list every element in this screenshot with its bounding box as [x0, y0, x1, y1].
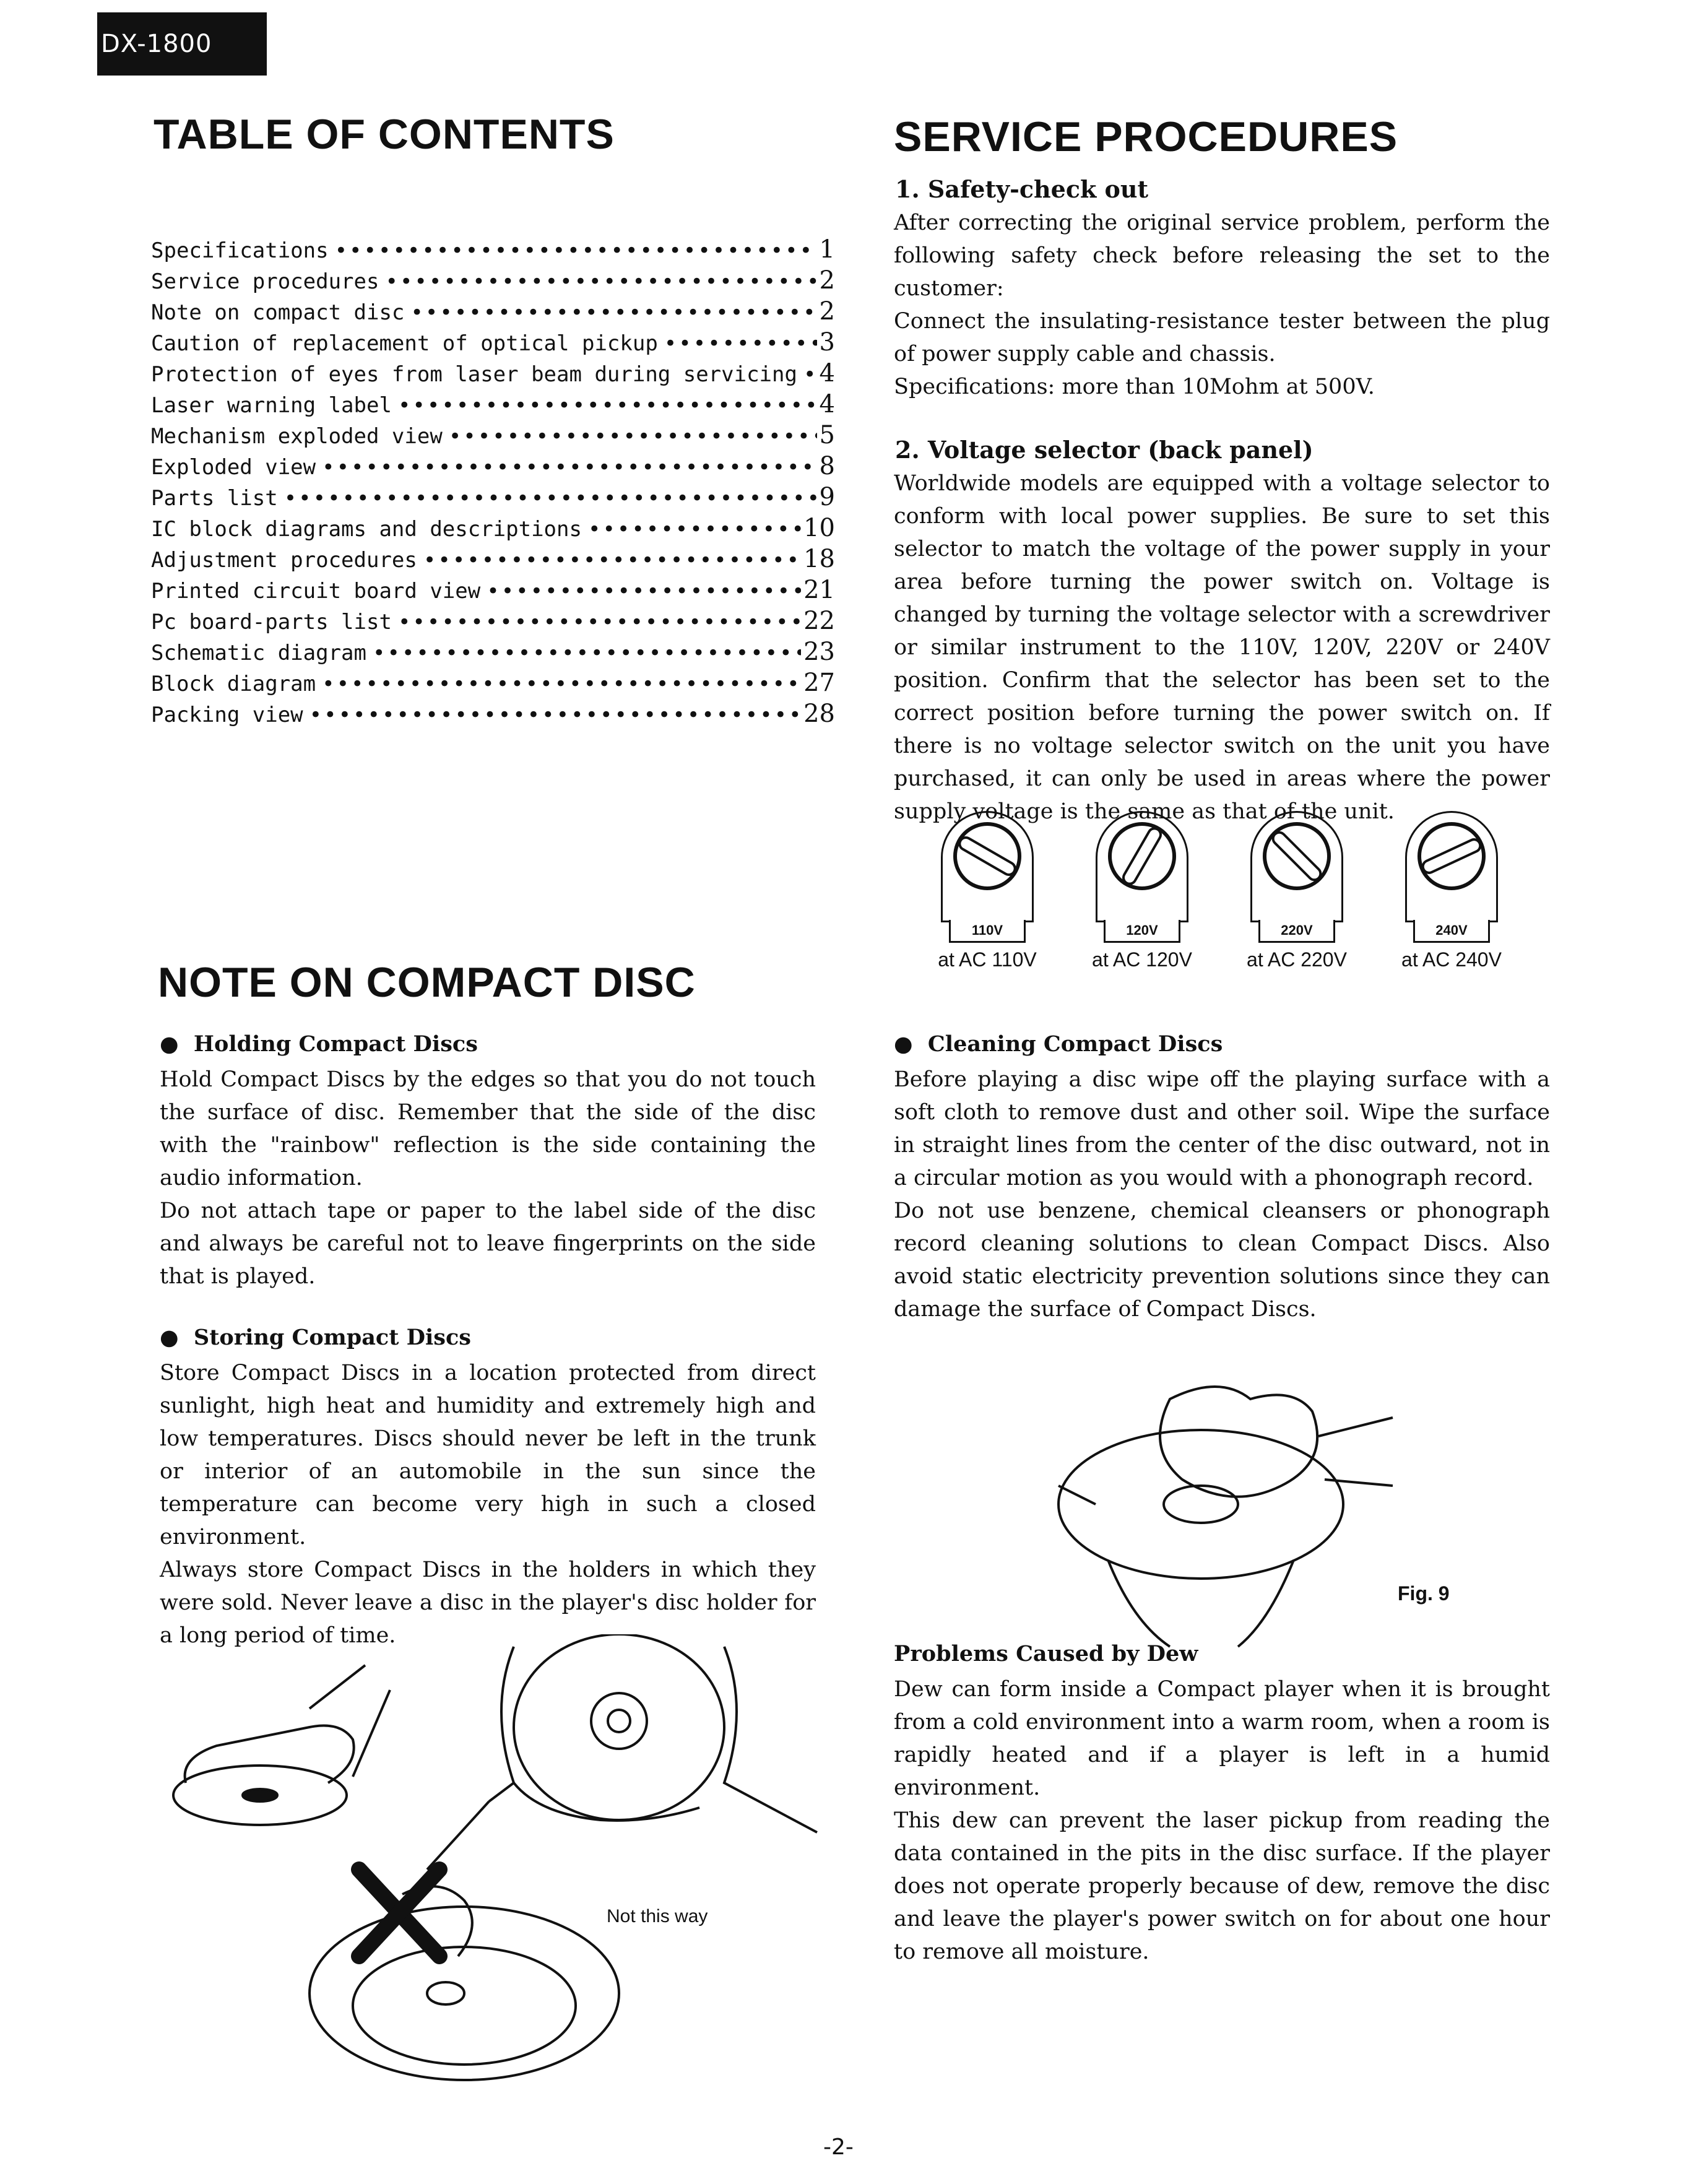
toc-entry [151, 544, 835, 574]
toc-entry-page: 5 [819, 421, 835, 449]
holding-para-1: Hold Compact Discs by the edges so that you do not touch the surface of disc. Remember that the side of the disc with the "rainbow" reflection is the side containing the audio information. [160, 1067, 816, 1190]
toc-entry-page: 2 [819, 297, 835, 326]
toc-entry [151, 296, 835, 327]
toc-entry-title: Caution of replacement of optical pickup [151, 331, 658, 356]
service-heading: SERVICE PROCEDURES [894, 113, 1398, 160]
dew-para-2: This dew can prevent the laser pickup from reading the data contained in the pits in the disc surface. If the player does not operate properly because of dew, remove the disc and leave the player's power switch on for about one hour to remove all moisture. [894, 1808, 1550, 1964]
storing-para-1: Store Compact Discs in a location protected from direct sunlight, high heat and humidity and extremely high and low temperatures. Discs should never be left in the trunk or interior of an automobile in the sun since the temperature can become very high in such a closed environment. [160, 1361, 816, 1549]
toc-leader-dots [385, 266, 816, 297]
toc-entry-page: 1 [819, 235, 835, 264]
toc-entry-page: 4 [819, 390, 835, 418]
selector-120v [1096, 811, 1188, 938]
holding-text [160, 1064, 816, 1293]
dew-text [894, 1673, 1550, 1969]
hands-holding-disc-edges-icon [427, 1634, 817, 1870]
toc-entry [151, 234, 835, 265]
toc-leader-dots [487, 576, 801, 607]
model-tag: DX-1800 [97, 12, 267, 76]
selector-caption: at AC 220V [1247, 948, 1347, 971]
cleaning-text [894, 1064, 1550, 1326]
toc-entry-title: Protection of eyes from laser beam during servicing [151, 362, 797, 387]
selector-caption: at AC 120V [1092, 948, 1192, 971]
wrong-handling-icon [309, 1886, 619, 2080]
toc-leader-dots [449, 421, 817, 452]
toc-entry-page: 22 [803, 607, 835, 635]
dew-heading: Problems Caused by Dew [894, 1641, 1198, 1666]
selector-volt-label: 120V [1104, 920, 1180, 943]
voltage-heading: 2. Voltage selector (back panel) [895, 436, 1314, 464]
storing-heading-label: Storing Compact Discs [193, 1325, 471, 1350]
selector-caption: at AC 110V [938, 948, 1037, 971]
cleaning-disc-illustration [1046, 1362, 1430, 1653]
toc-leader-dots [335, 235, 817, 266]
toc-leader-dots [588, 514, 801, 545]
toc-entry-page: 27 [803, 669, 835, 697]
disc-handling-illustration [167, 1634, 836, 2086]
toc-leader-dots [398, 607, 801, 638]
toc-entry-page: 21 [803, 576, 835, 604]
toc-list [151, 234, 835, 729]
toc-entry [151, 574, 835, 605]
toc-entry-title: Laser warning label [151, 393, 392, 418]
bullet-icon: ● [160, 1031, 194, 1057]
toc-entry [151, 667, 835, 698]
toc-entry-page: 28 [803, 700, 835, 728]
safety-line-2: Connect the insulating-resistance tester between the plug of power supply cable and chassis. [894, 309, 1550, 366]
voltage-text: Worldwide models are equipped with a voltage selector to conform with local power supplies. Be sure to set this selector to match the voltage of the power supply in your area before turning the power switch on. Voltage is changed by turning the voltage selector with a screwdriver or similar instrument to the 110V, 120V, 220V or 240V position. Confirm that the selector has been set to the correct position before turning the power switch on. If there is no voltage selector switch on the unit you have purchased, it can only be used in areas where the power supply voltage is the same as that of the unit. [894, 471, 1550, 824]
toc-leader-dots [803, 359, 817, 390]
dew-para-1: Dew can form inside a Compact player when it is brought from a cold environment into a warm room, when a room is rapidly heated and if a player is left in a humid environment. [894, 1677, 1550, 1800]
toc-leader-dots [664, 328, 817, 359]
selector-dial-icon [1407, 813, 1496, 899]
toc-entry-title: Parts list [151, 486, 278, 511]
storing-text [160, 1357, 816, 1652]
safety-line-3: Specifications: more than 10Mohm at 500V. [894, 375, 1375, 399]
voltage-selector-figure [891, 811, 1554, 984]
toc-entry-title: Block diagram [151, 672, 316, 696]
toc-entry [151, 605, 835, 636]
toc-leader-dots [322, 669, 801, 700]
cleaning-heading [894, 1031, 1223, 1057]
toc-entry-title: Exploded view [151, 455, 316, 480]
cleaning-para-2: Do not use benzene, chemical cleansers or phonograph record cleaning solutions to clean Compact Discs. Also avoid static electricity prevention solutions since they can damage the surface of Compact Discs. [894, 1198, 1550, 1322]
toc-entry-title: Adjustment procedures [151, 548, 417, 573]
selector-dial-icon [943, 813, 1032, 899]
toc-entry-page: 18 [803, 545, 835, 573]
toc-entry-page: 8 [819, 452, 835, 480]
bullet-icon: ● [160, 1325, 194, 1350]
bullet-icon: ● [894, 1031, 928, 1057]
fig-label: Fig. 9 [1398, 1582, 1450, 1605]
holding-para-2: Do not attach tape or paper to the label side of the disc and always be careful not to leave fingerprints on the side that is played. [160, 1198, 816, 1289]
hand-holding-disc-icon [173, 1665, 390, 1825]
toc-entry-title: Mechanism exploded view [151, 424, 443, 449]
toc-entry [151, 358, 835, 389]
toc-entry-page: 9 [819, 483, 835, 511]
selector-220v [1250, 811, 1343, 938]
toc-entry [151, 636, 835, 667]
toc-entry-page: 23 [803, 638, 835, 666]
holding-heading-label: Holding Compact Discs [193, 1031, 478, 1057]
selector-110v [941, 811, 1034, 938]
selector-volt-label: 220V [1258, 920, 1335, 943]
toc-leader-dots [398, 390, 817, 421]
toc-leader-dots [410, 297, 816, 328]
toc-entry-page: 3 [819, 328, 835, 357]
safety-line-1: After correcting the original service problem, perform the following safety check before releasing the set to the customer: [894, 210, 1550, 301]
toc-entry [151, 389, 835, 420]
toc-entry-page: 2 [819, 266, 835, 295]
selector-dial-icon [1097, 813, 1187, 899]
toc-entry [151, 451, 835, 482]
storing-para-2: Always store Compact Discs in the holders in which they were sold. Never leave a disc in the player's disc holder for a long period of time. [160, 1558, 816, 1648]
toc-entry [151, 265, 835, 296]
selector-240v [1405, 811, 1498, 938]
toc-leader-dots [373, 638, 801, 669]
toc-entry [151, 698, 835, 729]
toc-entry-title: Note on compact disc [151, 300, 405, 325]
toc-entry [151, 420, 835, 451]
toc-entry-title: Printed circuit board view [151, 579, 481, 604]
toc-entry-title: Service procedures [151, 269, 379, 294]
safety-heading: 1. Safety-check out [895, 175, 1149, 203]
toc-leader-dots [284, 483, 817, 514]
toc-entry-title: Pc board-parts list [151, 610, 392, 635]
selector-volt-label: 110V [949, 920, 1026, 943]
toc-heading: TABLE OF CONTENTS [154, 111, 615, 158]
selector-caption: at AC 240V [1401, 948, 1502, 971]
toc-entry [151, 513, 835, 544]
toc-entry-page: 10 [803, 514, 835, 542]
cleaning-heading-label: Cleaning Compact Discs [927, 1031, 1223, 1057]
x-mark-icon [359, 1870, 439, 1956]
toc-leader-dots [423, 545, 801, 576]
selector-volt-label: 240V [1413, 920, 1490, 943]
page-number: -2- [823, 2134, 854, 2160]
toc-entry-title: Specifications [151, 238, 329, 263]
holding-heading [160, 1031, 478, 1057]
selector-dial-icon [1252, 813, 1341, 899]
cleaning-para-1: Before playing a disc wipe off the playing surface with a soft cloth to remove dust and other soil. Wipe the surface in straight lines from the center of the disc outward, not in a circular motion as you would with a phonograph record. [894, 1067, 1550, 1190]
not-this-way-label: Not this way [607, 1906, 708, 1926]
toc-leader-dots [322, 452, 816, 483]
storing-heading [160, 1325, 471, 1350]
toc-entry-page: 4 [819, 359, 835, 388]
toc-entry-title: IC block diagrams and descriptions [151, 517, 582, 542]
toc-entry-title: Schematic diagram [151, 641, 366, 665]
safety-text [894, 207, 1550, 404]
note-heading: NOTE ON COMPACT DISC [158, 959, 696, 1006]
toc-entry [151, 482, 835, 513]
toc-entry [151, 327, 835, 358]
toc-leader-dots [309, 700, 801, 730]
toc-entry-title: Packing view [151, 703, 303, 727]
